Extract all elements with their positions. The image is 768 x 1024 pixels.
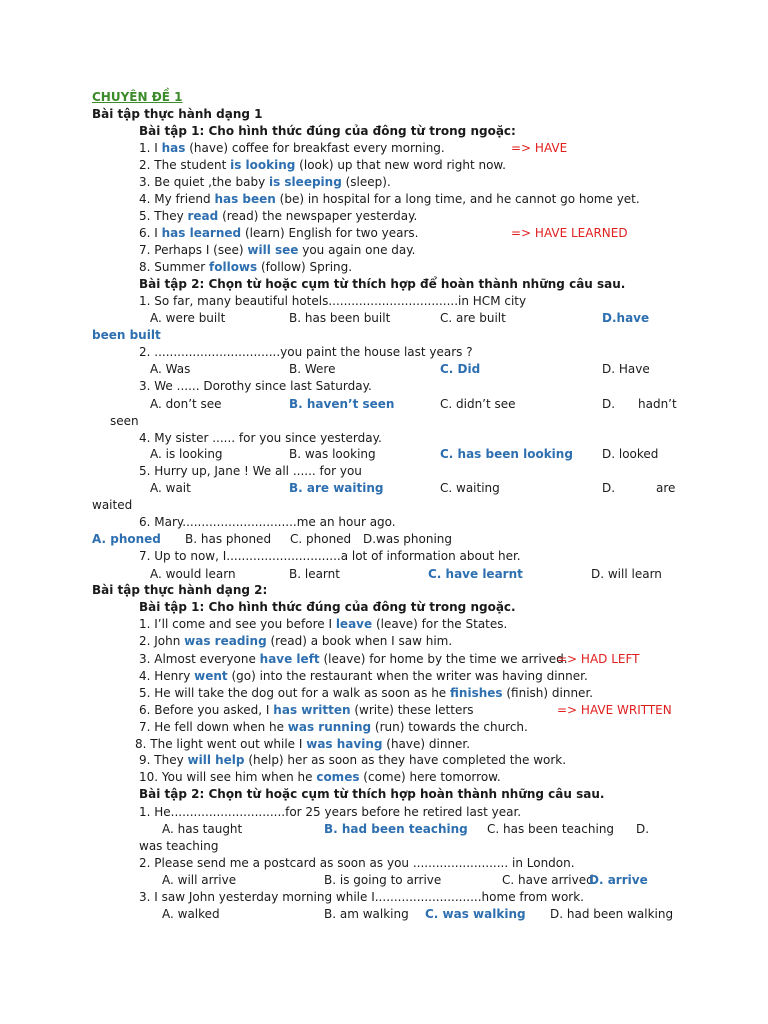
option-a: A. is looking: [150, 447, 223, 461]
list-item: 9. They will help (help) her as soon as they have completed the work.: [139, 753, 567, 767]
option-d: D.: [602, 481, 616, 495]
option-a: A. Was: [150, 362, 191, 376]
answer: was running: [287, 720, 372, 734]
list-item: 1. I’ll come and see you before I leave (leave) for the States.: [139, 617, 508, 631]
list-item: 7. He fell down when he was running (run) towards the church.: [139, 720, 528, 734]
answer: comes: [316, 770, 360, 784]
option-a: A. would learn: [150, 567, 236, 581]
option-b-answer: B. are waiting: [289, 481, 384, 495]
correction-note: => HAVE: [511, 141, 568, 155]
option-b: B. learnt: [289, 567, 340, 581]
option-c-answer: C. have learnt: [428, 567, 523, 581]
list-item: 3. Be quiet ,the baby is sleeping (sleep).: [139, 175, 391, 189]
section-heading-2: Bài tập thực hành dạng 2:: [92, 583, 268, 597]
answer: has learned: [161, 226, 242, 240]
question-text: 5. Hurry up, Jane ! We all ...... for you: [139, 464, 362, 478]
option-a: A. were built: [150, 311, 226, 325]
section-heading-1: Bài tập thực hành dạng 1: [92, 107, 263, 121]
list-item: 6. Before you asked, I has written (write) these letters: [139, 703, 474, 717]
option-b: B. has been built: [289, 311, 391, 325]
answer: leave: [335, 617, 373, 631]
correction-note: => HAD LEFT: [557, 652, 640, 666]
option-b-answer: B. haven’t seen: [289, 397, 395, 411]
question-text: 2. Please send me a postcard as soon as you ......................... in London.: [139, 856, 575, 870]
option-c: C. has been teaching: [487, 822, 615, 836]
option-d: D. looked: [602, 447, 659, 461]
answer: has written: [273, 703, 351, 717]
option-a: A. has taught: [162, 822, 243, 836]
document-title: CHUYÊN ĐỀ 1: [92, 90, 183, 104]
option-b: B. is going to arrive: [324, 873, 442, 887]
option-d-text: are: [656, 481, 676, 495]
option-d: D.: [636, 822, 650, 836]
option-c-answer: C. was walking: [425, 907, 526, 921]
correction-note: => HAVE WRITTEN: [557, 703, 672, 717]
option-d-text: hadn’t: [638, 397, 677, 411]
correction-note: => HAVE LEARNED: [511, 226, 628, 240]
option-d: D. Have: [602, 362, 650, 376]
option-d: D. had been walking: [550, 907, 674, 921]
option-c-answer: C. Did: [440, 362, 481, 376]
list-item: 2. The student is looking (look) up that new word right now.: [139, 158, 506, 172]
answer: will help: [187, 753, 245, 767]
option-d-continued: was teaching: [139, 839, 219, 853]
question-text: 1. He..............................for 25 years before he retired last year.: [139, 805, 522, 819]
list-item: 5. They read (read) the newspaper yesterday.: [139, 209, 418, 223]
option-b: B. has phoned: [185, 532, 272, 546]
list-item: 4. Henry went (go) into the restaurant when the writer was having dinner.: [139, 669, 588, 683]
option-a: A. will arrive: [162, 873, 237, 887]
list-item: 4. My friend has been (be) in hospital for a long time, and he cannot go home yet.: [139, 192, 640, 206]
answer: is looking: [230, 158, 296, 172]
list-item: 1. I has (have) coffee for breakfast every morning.: [139, 141, 445, 155]
answer: have left: [259, 652, 320, 666]
option-d-continued: waited: [92, 498, 133, 512]
answer: will see: [247, 243, 299, 257]
option-c: C. phoned: [290, 532, 352, 546]
option-a: A. wait: [150, 481, 191, 495]
answer: was reading: [184, 634, 267, 648]
list-item: 5. He will take the dog out for a walk as soon as he finishes (finish) dinner.: [139, 686, 594, 700]
answer: is sleeping: [268, 175, 342, 189]
answer: went: [194, 669, 228, 683]
option-b: B. Were: [289, 362, 336, 376]
answer: follows: [209, 260, 258, 274]
list-item: 8. The light went out while I was having (have) dinner.: [135, 737, 471, 751]
answer: was having: [306, 737, 383, 751]
question-text: 3. I saw John yesterday morning while I............................home from work.: [139, 890, 584, 904]
option-c: C. waiting: [440, 481, 500, 495]
option-b: B. was looking: [289, 447, 376, 461]
option-b: B. am walking: [324, 907, 409, 921]
option-c: C. didn’t see: [440, 397, 516, 411]
option-d-answer: D.have: [602, 311, 650, 325]
option-d-continued: been built: [92, 328, 161, 342]
question-text: 1. So far, many beautiful hotels..................................in HCM city: [139, 294, 527, 308]
question-text: 3. We ...... Dorothy since last Saturday.: [139, 379, 372, 393]
exercise-heading: Bài tập 1: Cho hình thức đúng của đông từ trong ngoặc:: [139, 124, 516, 138]
exercise-heading: Bài tập 2: Chọn từ hoặc cụm từ thích hợp hoàn thành những câu sau.: [139, 787, 605, 801]
option-c-answer: C. has been looking: [440, 447, 573, 461]
answer: read: [187, 209, 219, 223]
option-c: C. have arrived: [502, 873, 594, 887]
list-item: 7. Perhaps I (see) will see you again one day.: [139, 243, 416, 257]
option-d: D.was phoning: [363, 532, 453, 546]
option-d-answer: D. arrive: [589, 873, 648, 887]
list-item: 10. You will see him when he comes (come) here tomorrow.: [139, 770, 501, 784]
list-item: 3. Almost everyone have left (leave) for home by the time we arrived.: [139, 652, 568, 666]
question-text: 2. .................................you paint the house last years ?: [139, 345, 473, 359]
answer: has: [161, 141, 186, 155]
option-a: A. don’t see: [150, 397, 222, 411]
question-text: 7. Up to now, I..............................a lot of information about her.: [139, 549, 521, 563]
question-text: 4. My sister ...... for you since yesterday.: [139, 431, 382, 445]
list-item: 6. I has learned (learn) English for two years.: [139, 226, 419, 240]
option-d: D. will learn: [591, 567, 662, 581]
list-item: 2. John was reading (read) a book when I saw him.: [139, 634, 453, 648]
option-a: A. walked: [162, 907, 220, 921]
option-d: D.: [602, 397, 616, 411]
option-c: C. are built: [440, 311, 506, 325]
answer: finishes: [450, 686, 503, 700]
question-text: 6. Mary..............................me an hour ago.: [139, 515, 396, 529]
option-d-continued: seen: [110, 414, 139, 428]
option-a-answer: A. phoned: [92, 532, 161, 546]
answer: has been: [214, 192, 276, 206]
option-b-answer: B. had been teaching: [324, 822, 468, 836]
exercise-heading: Bài tập 1: Cho hình thức đúng của đông từ trong ngoặc.: [139, 600, 516, 614]
list-item: 8. Summer follows (follow) Spring.: [139, 260, 353, 274]
exercise-heading: Bài tập 2: Chọn từ hoặc cụm từ thích hợp để hoàn thành những câu sau.: [139, 277, 626, 291]
